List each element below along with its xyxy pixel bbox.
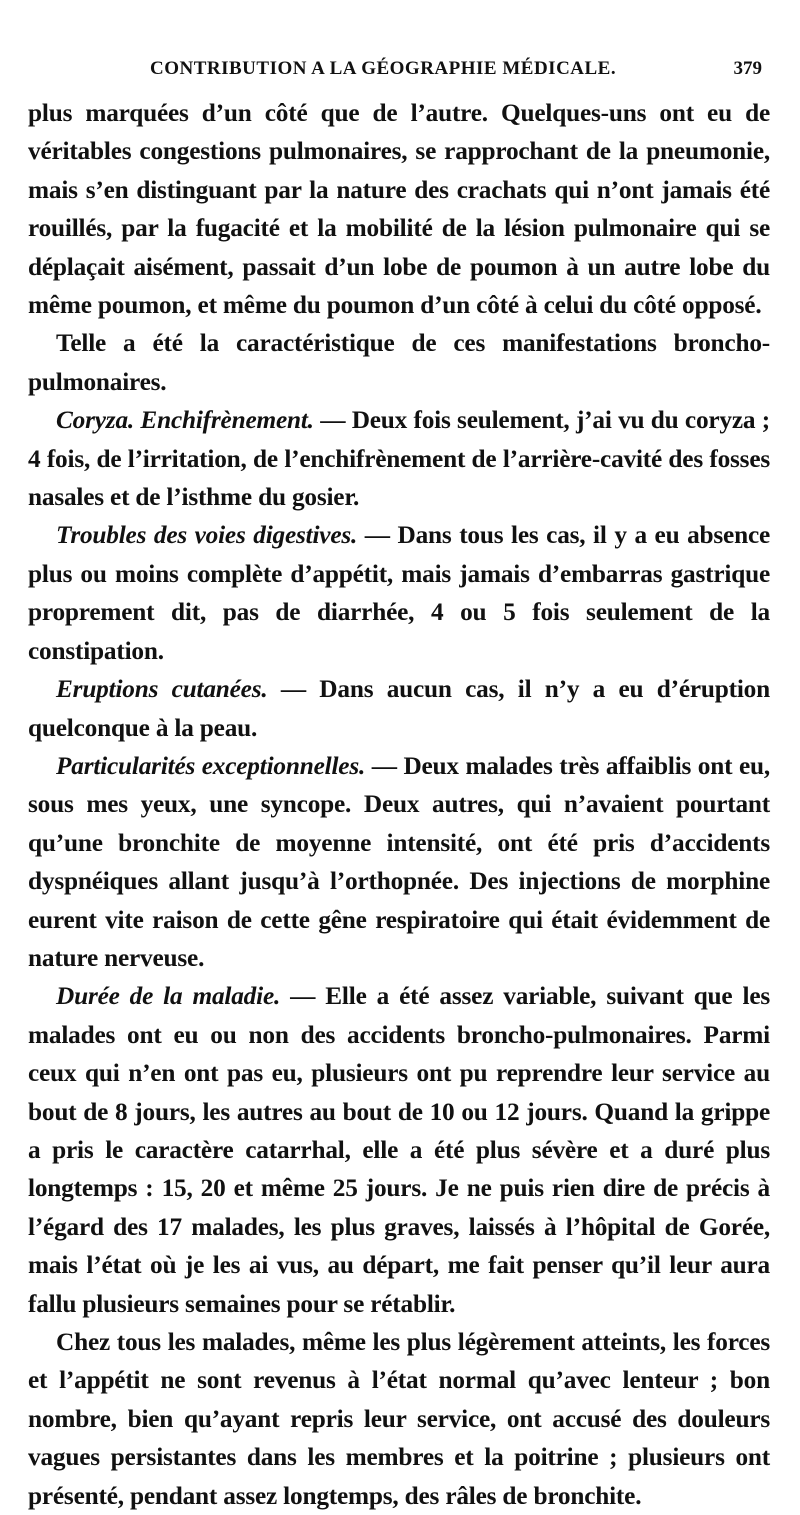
section-heading: Eruptions cutanées.	[56, 675, 268, 704]
paragraph-text: — Deux fois seulement, j’ai vu du coryza ; 4 fois, de l’irritation, de l’enchifrènement de l’arrière-cavité des fosses nasales et de l’isthme du gosier.	[28, 406, 770, 512]
paragraph	[28, 401, 770, 516]
running-header	[28, 58, 770, 80]
paragraph	[28, 94, 770, 324]
page-number: 379	[733, 58, 762, 79]
paragraph	[28, 977, 770, 1323]
section-heading: Troubles des voies digestives.	[56, 521, 358, 550]
paragraph-text: Chez tous les malades, même les plus légèrement atteints, les forces et l’appétit ne sont revenus à l’état normal qu’avec lenteur ; bon nombre, bien qu’ayant repris leur service, ont accusé des douleurs vagues persistantes dans les membres et la poitrine ; plusieurs ont présenté, pendant assez longtemps, des râles de bronchite.	[28, 1328, 770, 1510]
running-title: CONTRIBUTION A LA GÉOGRAPHIE MÉDICALE.	[150, 58, 617, 79]
section-heading: Coryza. Enchifrènement.	[56, 406, 314, 435]
paragraph	[28, 747, 770, 977]
paragraph-text: — Deux malades très affaiblis ont eu, sous mes yeux, une syncope. Deux autres, qui n’avaient pourtant qu’une bronchite de moyenne intensité, ont été pris d’accidents dyspnéiques allant jusqu’à l’orthopnée. Des injections de morphine eurent vite raison de cette gêne respiratoire qui était évidemment de nature nerveuse.	[28, 751, 770, 972]
paragraph-text: plus marquées d’un côté que de l’autre. Quelques-uns ont eu de véritables congestions pulmonaires, se rapprochant de la pneumonie, mais s’en distinguant par la nature des crachats qui n’ont jamais été rouillés, par la fugacité et la mobilité de la lésion pulmonaire qui se déplaçait aisément, passait d’un lobe de poumon à un autre lobe du même poumon, et même du poumon d’un côté à celui du côté opposé.	[28, 99, 770, 320]
paragraph	[28, 670, 770, 747]
paragraph	[28, 1323, 770, 1515]
paragraph	[28, 324, 770, 401]
paragraph-text: Telle a été la caractéristique de ces manifestations broncho-pulmonaires.	[28, 329, 770, 396]
body-text	[28, 94, 770, 1515]
section-heading: Durée de la maladie.	[56, 982, 281, 1011]
paragraph-text: — Elle a été assez variable, suivant que les malades ont eu ou non des accidents broncho-pulmonaires. Parmi ceux qui n’en ont pas eu, plusieurs ont pu reprendre leur service au bout de 8 jours, les autres au bout de 10 ou 12 jours. Quand la grippe a pris le caractère catarrhal, elle a été plus sévère et a duré plus longtemps : 15, 20 et même 25 jours. Je ne puis rien dire de précis à l’égard des 17 malades, les plus graves, laissés à l’hôpital de Gorée, mais l’état où je les ai vus, au départ, me fait penser qu’il leur aura fallu plusieurs semaines pour se rétablir.	[28, 982, 770, 1318]
paragraph-text: — Dans aucun cas, il n’y a eu d’éruption quelconque à la peau.	[28, 675, 770, 742]
paragraph	[28, 516, 770, 670]
section-heading: Particularités exceptionnelles.	[56, 751, 366, 780]
paragraph-text: — Dans tous les cas, il y a eu absence plus ou moins complète d’appétit, mais jamais d’embarras gastrique proprement dit, pas de diarrhée, 4 ou 5 fois seulement de la constipation.	[28, 521, 770, 665]
